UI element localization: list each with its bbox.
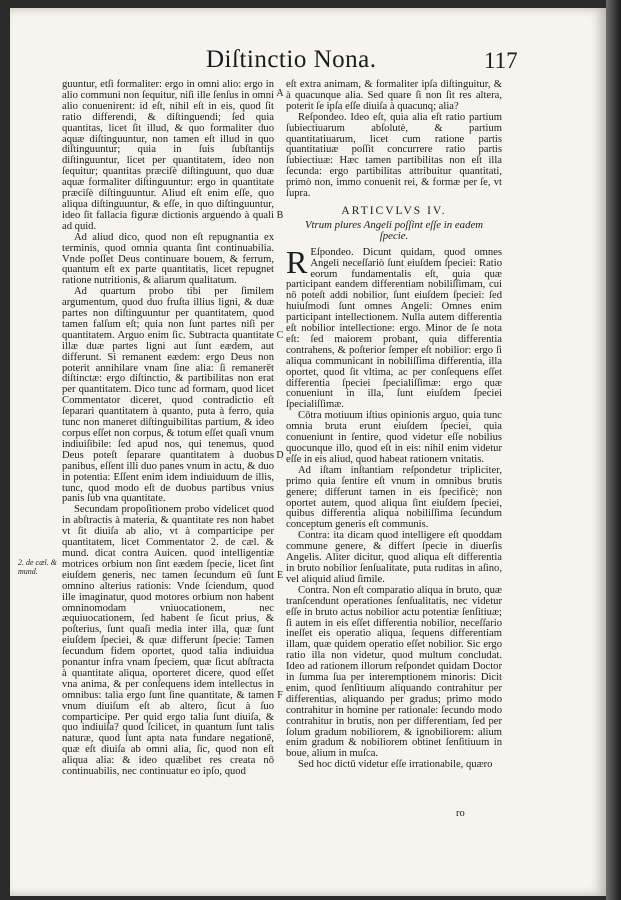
right-paragraph-6: Contra. Non eſt comparatio aliqua in bruto, quæ tranſcendunt operationes ſenſualitatis, nec videtur eſſe in bruto actus nobilior actu potentiæ ſenſitiuæ; ſi autem in eis eſſet differentia nobilior, neceſſario ineſſet eis operatio aliqua, ſequens differentiam illam, quæ quidem operatio eſſet nobilior. Sic ergo ratio illa non videtur, quod multum concludat. Ideo ad rationem illorum reſpondet quidam Doctor in ſumma ſua per interemptionem minoris: Dicit enim, quod ſenſitiuum aliquando contrahitur per differentias, aliquando per gradus; primo modo contrahitur in homine per rationale: ſecundo modo contrahitur in brutis, non per differentiam, ſed per ſolum gradum nobiliorem, & ignobiliorem: alium enim gradum & nobiliorem obtinet ſenſitiuum in boue, alium in muſca.: [286, 584, 502, 760]
margin-note: 2. de cæl. & mund.: [18, 558, 57, 576]
book-page: [10, 8, 606, 896]
running-title: Diſtinctio Nona.: [206, 46, 377, 73]
marker-c: C: [276, 330, 284, 341]
right-paragraph-5: Contra: ita dicam quod intelligere eſt quoddam commune genere, & differt ſpecie in diuerſis Angelis. Aliter dicitur, quod aliqua eſt differentia in bruto nobilior ſenſualitate, puta ruditas in aſino, vel aliquid aliud ſimile.: [286, 530, 502, 585]
page-edge-shadow: [606, 0, 621, 900]
left-paragraph-2: Ad aliud dico, quod non eſt repugnantia ex terminis, quod omnia quanta ſint continuabilia. Vnde poſſet Deus continuare bouem, & ferrum, quantum eſt ex parte quantitatis, licet repugnet ratione nutritionis, & aliarum qualitatum.: [62, 231, 274, 287]
article-first-paragraph: [286, 243, 502, 412]
drop-cap: R: [286, 243, 308, 280]
page-header: [10, 44, 606, 84]
article-heading: ARTICVLVS IV.: [341, 204, 447, 217]
right-paragraph-7: Sed hoc dictū videtur eſſe irrationabile, quæro: [298, 759, 493, 771]
left-paragraph-4: Secundam propoſitionem probo videlicet quod in abſtractis à materia, & quantitate res non habet vt ſit diuiſa ab alio, vt à comparticipe per quantitatem, licet Commentator 2. de cæl. & mund. dicat contra Auicen. quod intelligentiæ motrices orbium non ſint eædem ſpecie, licet ſint eiuſdem generis, nec tamen ſecundum eū ſunt omnino alterius rationis: Vnde ſciendum, quod ille imaginatur, quod motores orbium non habent omninomodam vniuocationem, nec æquiuocationem, ſed habent ſe ſicut prius, & poſterius, ſunt quaſi media inter illa, quæ ſunt eiuſdem ſpeciei, & quæ differunt ſpecie: Tamen ſecundum fidem oportet, quod talia indiuidua ponantur infra vnam ſpeciem, quæ ſicut abſtracta à quantitate aliqua, oporteret dicere, quod eſſet vna anima, & per conſequens idem intellectus in omnibus: talia ergo ſunt ſine quantitate, & tamen vnum diuiſum eſt ab altero, ſicut à ſuo comparticipe. Per quid ergo talia ſunt diuiſa, & quo indiuiſa? quod ſcilicet, in quantum ſunt talis naturæ, quod ſunt apta nata fundare negationē, quæ eſt diuiſa ab omni alia, ſic, quod non eſt aliqua alia: & ideo quælibet res creata nō continuabilis, nec continuatur eo ipſo, quod: [62, 504, 274, 778]
catchword: ro: [456, 808, 465, 819]
marker-a: A: [276, 88, 284, 99]
article-question: Vtrum plures Angeli poſſint eſſe in eadem ſpecie.: [304, 218, 484, 242]
left-paragraph-1: guuntur, etſi formaliter: ergo in omni alio: ergo in alio communi non ſequitur, niſi ille ſenſus in omni alio conuenirent: id eſt, nihil eſt in eis, quod ſit ratio differendi, & diſtinguendi; ſed quia quantitas, licet ſit illud, & quo formaliter duo aquæ diſtinguuntur, non tamen eſt illud in quo diſtinguuntur; quia in ſuis ſubſtantijs diſtinguuntur, licet per quantitatem, ideo non ſequitur; quantitas præciſè diſtinguunt, quo duæ aquæ formaliter diſtinguuntur: ergo in quantitate præciſè diſtinguuntur. Aliud eſt enim eſſe, quo aliqua diſtinguuntur, & eſſe, in quo diſtinguuntur, ideo ſit fallacia figuræ dictionis arguendo à quali ad quid.: [62, 79, 274, 232]
left-paragraph-3: Ad quartum probo tibi per ſimilem argumentum, quod duo fruſta illius ligni, & duæ partes non diſtinguuntur per quantitatem, quod tamen falſum eſt; quia non ſunt partes niſi per quantitatem. Arguo enim ſic. Subtracta quantitate illæ duæ partes ligni aut ſunt eædem, aut differunt. Si remanent eædem: ergo Deus non poterit annihilare vnam ſine alia: ſi remanerēt diſtinctæ: ergo diſtinctio, & partibilitas non erat per quantitatem. Dico tunc ad formam, quod licet Commentator diceret, quod contradictio eſt ſeparari quantitatem à quanto, puta à ferro, quia tunc non maneret diſtinguibilitas partium, & ideo corpus eſſet non corpus, & totum eſſet quaſi vnum indiuiſibile: ſed apud nos, qui tenemus, quod Deus poteſt ſeparare quantitatem à duobus panibus, eſſent illi duo panes vnum in actu, & duo in potentia: Eſſent enim idem indiuiduum de illis, tunc, quod modo eſt de duobus partibus vnius panis ſub vna quantitate.: [62, 286, 274, 505]
right-paragraph-4: Ad iſtam inſtantiam reſpondetur tripliciter, primo quia ſentire eſt vnum in omnibus brutis genere; differunt tamen in eis ſpecificè; non oportet autem, quod aliqua ſint eiuſdem ſpeciei, quibus differentia aliqua nobiliſſima ſecundum conceptum generis eſt communis.: [286, 464, 502, 531]
marker-d: D: [276, 450, 284, 461]
right-paragraph-1: eſt extra animam, & formaliter ipſa diſtinguitur, & à quacunque alia. Sed quare ſi non ſit res altera, poterit ſe ipſa eſſe diuiſa à quacunq; alia?: [286, 79, 502, 112]
right-column: [286, 80, 502, 771]
marker-e: E: [276, 570, 284, 581]
article-first-paragraph-text: Eſpondeo. Dicunt quidam, quod omnes Angeli neceſſariò ſunt eiuſdem ſpeciei: Ratio eorum fundamentalis eſt, quia quæ participant eandem differentiam nobiliſſimam, cui nō poteſt addi nobilior, ſunt eiuſdem ſpeciei: ſed huiuſmodi ſunt omnes Angeli: Omnes enim participant intellectionem. Nulla autem differentia eſt nobilior intellectione: ergo. Minor de ſe nota eſt: ſed maiorem probant, quia differentia contrahens, & poſterior ſemper eſt nobilior: ergo ſi aliqua communicant in nobiliſſima differentia, illa oportet, quod ſit vltima, ac per conſequens eſſet differentia ſpeciei ſpecialiſſimæ: ergo quæ conueniunt in illa, ſunt eiuſdem ſpeciei ſpecialiſſimæ.: [286, 246, 502, 411]
right-paragraph-2: Reſpondeo. Ideo eſt, quia alia eſt ratio partium ſubiectiuarum abſolutè, & partium quantitatiuarum, licet cum ratione partis quantitatiuæ poſſit concurrere ratio partis ſubiectiuæ: Hæc tamen partibilitas non eſt illa ſecunda: ergo partibilitas attribuitur quantitati, primò non, immo conuenit rei, & formæ per ſe, vt ſupra.: [286, 111, 502, 200]
right-paragraph-3: Cōtra motiuum iſtius opinionis arguo, quia tunc omnia bruta erunt eiuſdem ſpeciei, quia conueniunt in ſentire, quod videtur eſſe nobilius quocunque illo, quod eſt in eis: nihil enim videtur eſſe in eis aliud, quod habeat rationem vnitatis.: [286, 410, 502, 465]
folio-number: 117: [484, 48, 518, 73]
left-column: [62, 80, 274, 778]
marker-b: B: [276, 210, 284, 221]
marker-f: F: [277, 690, 283, 701]
